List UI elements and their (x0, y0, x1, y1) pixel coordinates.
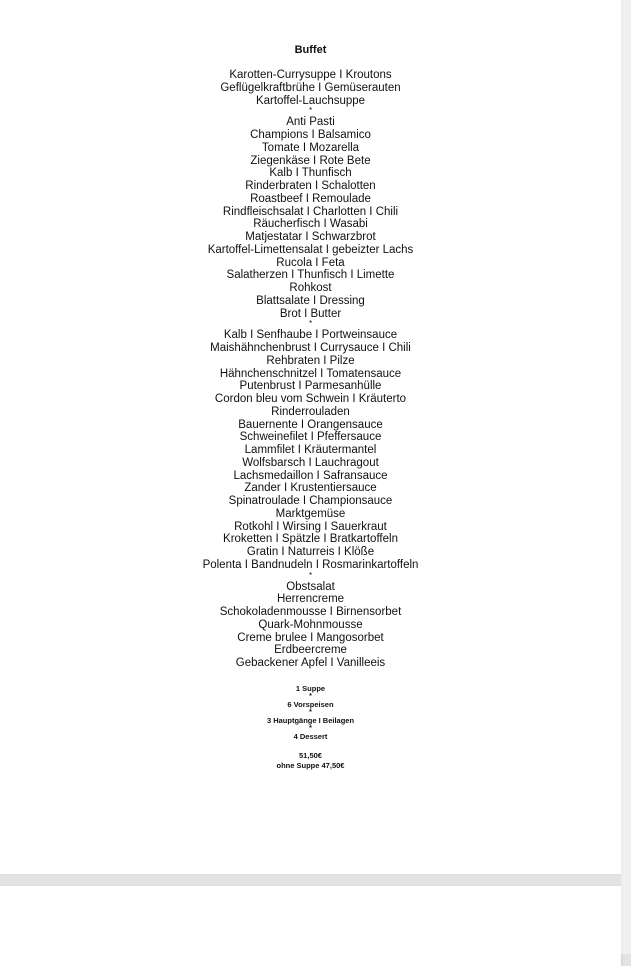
menu-title: Buffet (294, 44, 327, 56)
menu-item: Quark-Mohnmousse (258, 618, 363, 631)
summary-separator: * (309, 692, 312, 700)
menu-item: Rindfleischsalat I Charlotten I Chili (222, 205, 399, 218)
menu-item: Zander I Krustentiersauce (244, 482, 377, 495)
menu-item: Blattsalate I Dressing (256, 294, 365, 307)
suppen-section (0, 69, 621, 107)
menu-item: Putenbrust I Parmesanhülle (239, 380, 382, 393)
menu-item: Ziegenkäse I Rote Bete (250, 154, 371, 167)
summary-suppe: 1 Suppe (295, 683, 326, 693)
menu-item: Räucherfisch I Wasabi (253, 218, 368, 231)
menu-item: Kalb I Thunfisch (269, 167, 352, 180)
menu-item: Rinderrouladen (271, 405, 350, 418)
summary-separator: * (309, 708, 312, 716)
menu-item: Maishähnchenbrust I Currysauce I Chili (210, 342, 411, 354)
section-separator: * (308, 570, 313, 580)
menu-item: Anti Pasti (286, 116, 335, 129)
menu-item: Kartoffel-Lauchsuppe (255, 94, 366, 107)
section-separator: * (308, 106, 313, 116)
menu-item: Rinderbraten I Schalotten (245, 180, 376, 192)
summary-hauptgaenge: 3 Hauptgänge I Beilagen (266, 715, 355, 725)
menu-item: Herrencreme (276, 593, 345, 606)
hauptgaenge-section (0, 329, 621, 571)
menu-item: Gebackener Apfel I Vanilleeis (235, 657, 386, 669)
vorspeisen-section (0, 116, 621, 320)
menu-item: Champions I Balsamico (250, 129, 371, 141)
scroll-gutter[interactable] (621, 0, 631, 954)
menu-item: Rehbraten I Pilze (266, 354, 355, 367)
menu-item: Kartoffel-Limettensalat I gebeizter Lachs (207, 243, 414, 256)
menu-item: Gratin I Naturreis I Klöße (246, 546, 375, 558)
menu-item: Geflügelkraftbrühe I Gemüserauten (220, 81, 401, 94)
menu-item: Erdbeercreme (274, 644, 347, 657)
summary-section (0, 684, 621, 771)
price-ohne-suppe: ohne Suppe 47,50€ (276, 760, 345, 770)
next-document-page (0, 886, 621, 966)
menu-item: Spinatroulade I Championsauce (228, 495, 393, 507)
menu-item: Hähnchenschnitzel I Tomatensauce (219, 367, 402, 380)
menu-item: Lammfilet I Kräutermantel (244, 444, 377, 456)
summary-dessert: 4 Dessert (293, 731, 328, 741)
menu-item: Bauernente I Orangensauce (238, 418, 383, 431)
menu-item: Kalb I Senfhaube I Portweinsauce (223, 329, 398, 342)
menu-item: Lachsmedaillon I Safransauce (233, 469, 388, 482)
menu-item: Obstsalat (286, 580, 335, 593)
menu-item: Cordon bleu vom Schwein I Kräuterto (214, 393, 407, 405)
menu-item: Rohkost (289, 282, 332, 294)
menu-item: Marktgemüse (275, 507, 346, 520)
price: 51,50€ (299, 750, 322, 760)
summary-vorspeisen: 6 Vorspeisen (287, 699, 334, 709)
menu-item: Wolfsbarsch I Lauchragout (242, 456, 379, 469)
menu-item: Matjestatar I Schwarzbrot (245, 231, 376, 243)
menu-item: Schokoladenmousse I Birnensorbet (219, 606, 402, 618)
menu-item: Rucola I Feta (276, 256, 345, 269)
menu-content (0, 43, 621, 771)
menu-item: Creme brulee I Mangosorbet (237, 631, 384, 644)
menu-item: Tomate I Mozarella (261, 141, 360, 154)
menu-item: Schweinefilet I Pfeffersauce (239, 431, 382, 444)
summary-separator: * (309, 724, 312, 732)
menu-item: Salatherzen I Thunfisch I Limette (226, 269, 395, 282)
menu-item: Karotten-Currysuppe I Kroutons (229, 69, 392, 81)
menu-item: Kroketten I Spätzle I Bratkartoffeln (223, 533, 398, 546)
menu-item: Rotkohl I Wirsing I Sauerkraut (234, 520, 387, 533)
menu-item: Roastbeef I Remoulade (250, 192, 371, 205)
menu-item: Polenta I Bandnudeln I Rosmarinkartoffeln (202, 558, 419, 571)
section-separator: * (308, 319, 313, 329)
desserts-section (0, 581, 621, 670)
menu-item: Brot I Butter (279, 307, 342, 320)
